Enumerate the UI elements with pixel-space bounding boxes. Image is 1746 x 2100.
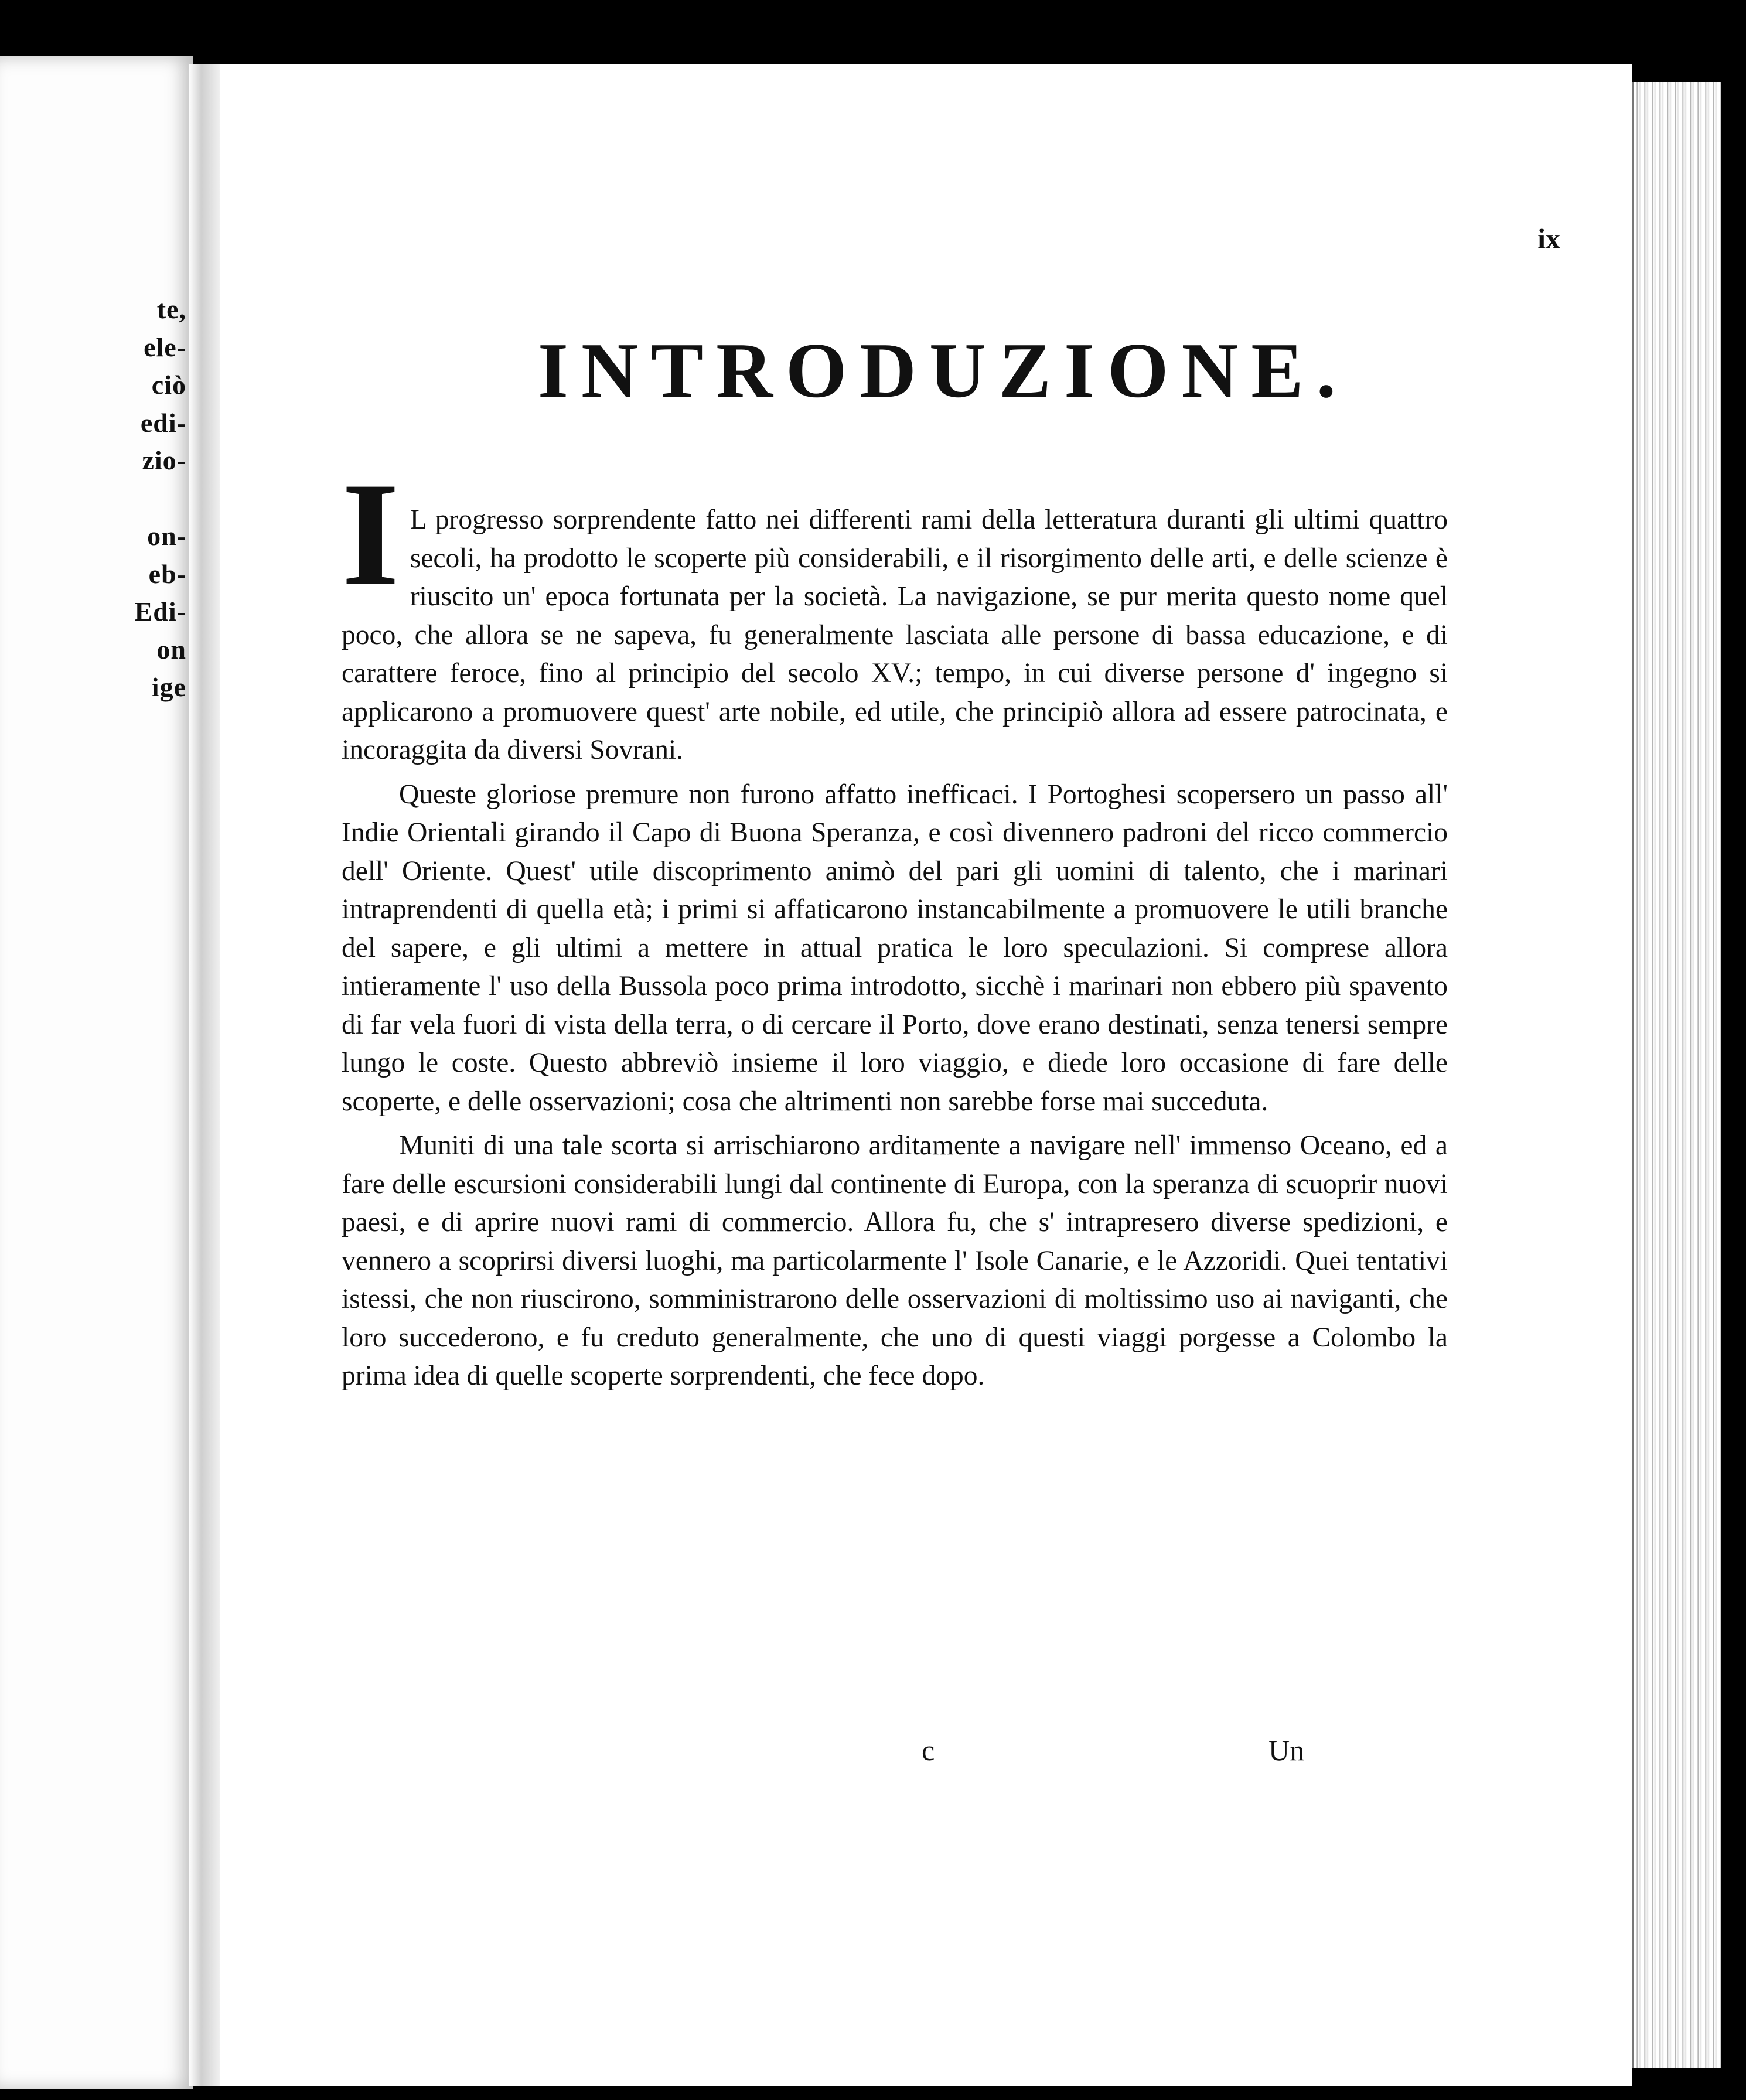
left-fragment: edi- bbox=[140, 407, 186, 438]
left-fragment: te, bbox=[156, 294, 186, 324]
catchword: Un bbox=[1268, 1734, 1305, 1767]
page-number: ix bbox=[1537, 222, 1560, 255]
body-text bbox=[342, 452, 1448, 1402]
paragraph-1-text: L progresso sorprendente fatto nei differenti rami della letteratura duranti gli ultimi quattro secoli, ha prodotto le scoperte più considerabili, e il risorgimento delle arti, e delle scienze è riuscito un' epoca fortunata per la società. La navigazione, se pur merita questo nome quel poco, che allora se ne sapeva, fu generalmente lasciata alle persone di bassa educazione, e di carattere feroce, fino al principio del secolo XV.; tempo, in cui diverse persone d' ingegno si applicarono a promuovere quest' arte nobile, ed utile, che principiò allora ad essere patrocinata, e incoraggita da diversi Sovrani. bbox=[342, 504, 1448, 765]
left-page-text-fragments bbox=[0, 291, 193, 707]
left-fragment bbox=[0, 480, 186, 518]
chapter-title: INTRODUZIONE. bbox=[537, 327, 1349, 414]
left-fragment: ciò bbox=[151, 370, 186, 400]
right-page bbox=[220, 64, 1632, 2086]
left-fragment: on- bbox=[147, 521, 186, 551]
left-fragment: on bbox=[156, 634, 186, 664]
signature-mark: c bbox=[922, 1734, 935, 1767]
drop-cap: I bbox=[342, 452, 400, 616]
left-fragment: Edi- bbox=[134, 596, 186, 626]
page-stack-edges bbox=[1632, 82, 1721, 2068]
left-fragment: ige bbox=[151, 672, 186, 702]
book-gutter bbox=[189, 64, 221, 2086]
paragraph-2: Queste gloriose premure non furono affatto inefficaci. I Portoghesi scopersero un passo all' Indie Orientali girando il Capo di Buona Speranza, e così divennero padroni del ricco commercio dell' Oriente. Quest' utile discoprimento animò del pari gli uomini di talento, che i marinari intraprendenti di quella età; i primi si affaticarono instancabilmente a promuovere le utili branche del sapere, e gli ultimi a mettere in attual pratica le loro speculazioni. Si comprese allora intieramente l' uso della Bussola poco prima introdotto, sicchè i marinari non ebbero più spavento di far vela fuori di vista della terra, o di cercare il Porto, dove erano destinati, senza tenersi sempre lungo le coste. Questo abbreviò insieme il loro viaggio, e diede loro occasione di fare delle scoperte, e delle osservazioni; cosa che altrimenti non sarebbe forse mai succeduta. bbox=[342, 779, 1448, 1117]
left-fragment: ele- bbox=[144, 332, 186, 362]
paragraph-1 bbox=[342, 452, 1448, 770]
left-page bbox=[0, 56, 193, 2089]
paragraph-3: Muniti di una tale scorta si arrischiarono arditamente a navigare nell' immenso Oceano, ed a fare delle escursioni considerabili lungi dal continente di Europa, con la speranza di scuoprir nuovi paesi, e di aprire nuovi rami di commercio. Allora fu, che s' intrapresero diverse spedizioni, e vennero a scoprirsi diversi luoghi, ma particolarmente l' Isole Canarie, e le Azzoridi. Quei tentativi istessi, che non riuscirono, somministrarono delle osservazioni di moltissimo uso ai naviganti, che loro succederono, e fu creduto generalmente, che uno di questi viaggi porgesse a Colombo la prima idea di quelle scoperte sorprendenti, che fece dopo. bbox=[342, 1130, 1448, 1391]
left-fragment: zio- bbox=[142, 445, 186, 475]
left-fragment: eb- bbox=[148, 558, 186, 589]
